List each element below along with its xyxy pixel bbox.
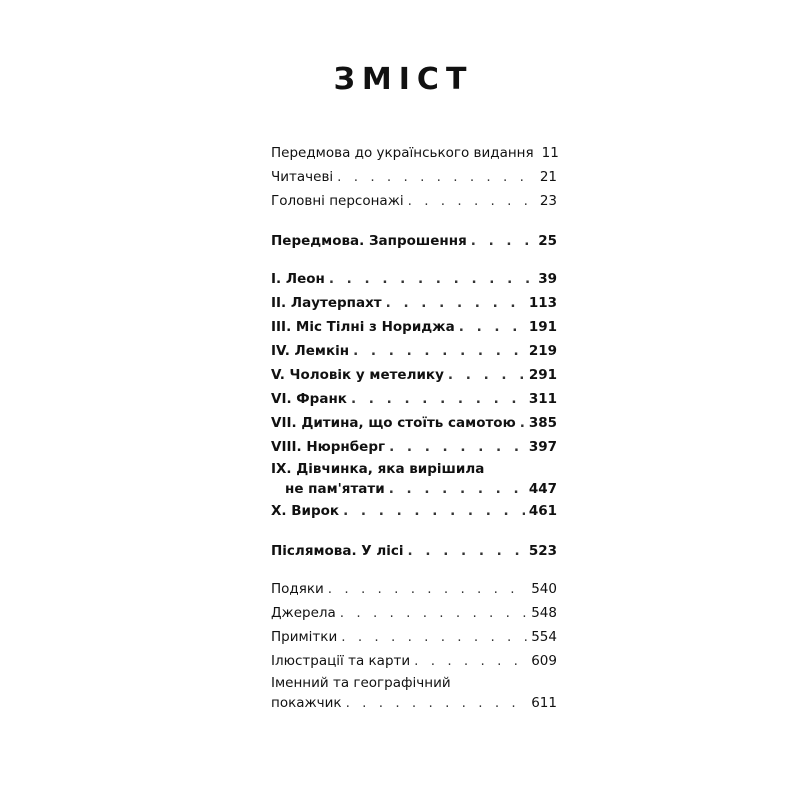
- entry-label-continued: покажчик: [271, 695, 342, 711]
- entry-page: 23: [539, 193, 557, 209]
- entry-label: Головні персонажі: [271, 193, 404, 209]
- leader-dots: [351, 387, 525, 411]
- entry-page: 21: [539, 169, 557, 185]
- leader-dots: [389, 435, 525, 459]
- toc-chapter[interactable]: [271, 315, 557, 339]
- entry-label: Іменний та географічний: [271, 675, 451, 691]
- leader-dots: [471, 229, 534, 253]
- entry-page: 113: [528, 295, 557, 311]
- leader-dots: [386, 291, 525, 315]
- entry-page: 447: [528, 481, 557, 497]
- entry-page: 548: [531, 605, 557, 621]
- toc-chapter[interactable]: [271, 499, 557, 523]
- leader-dots: [448, 363, 525, 387]
- toc-entry[interactable]: [271, 625, 557, 649]
- entry-page: 397: [528, 439, 557, 455]
- leader-dots: [414, 649, 527, 673]
- entry-label-continued: не пам'ятати: [285, 481, 385, 497]
- toc-chapter[interactable]: [271, 387, 557, 411]
- toc-entry-epilogue[interactable]: [271, 539, 557, 563]
- leader-dots: [346, 693, 528, 713]
- entry-label: Примітки: [271, 629, 338, 645]
- entry-label: Передмова до українського видання: [271, 145, 534, 161]
- entry-page: 39: [538, 271, 557, 287]
- leader-dots: [408, 189, 536, 213]
- leader-dots: [328, 577, 527, 601]
- entry-page: 523: [528, 543, 557, 559]
- toc-chapter[interactable]: [271, 411, 557, 435]
- entry-page: 540: [531, 581, 557, 597]
- leader-dots: [389, 479, 525, 499]
- toc-entry-index[interactable]: [271, 673, 557, 713]
- entry-label: Подяки: [271, 581, 324, 597]
- toc-chapter[interactable]: [271, 459, 557, 499]
- toc-entry[interactable]: [271, 165, 557, 189]
- entry-page: 554: [531, 629, 557, 645]
- leader-dots: [340, 601, 527, 625]
- entry-page: 25: [538, 233, 557, 249]
- entry-label: VI. Франк: [271, 391, 347, 407]
- leader-dots: [341, 625, 527, 649]
- entry-label: VIII. Нюрнберг: [271, 439, 386, 455]
- toc-entry-prologue[interactable]: [271, 229, 557, 253]
- leader-dots: [329, 267, 534, 291]
- entry-page: 461: [528, 503, 557, 519]
- entry-page: 611: [531, 695, 557, 711]
- toc-entry[interactable]: [271, 601, 557, 625]
- table-of-contents: [271, 141, 557, 713]
- toc-chapter[interactable]: [271, 267, 557, 291]
- entry-label: II. Лаутерпахт: [271, 295, 382, 311]
- entry-label: VII. Дитина, що стоїть самотою: [271, 415, 516, 431]
- toc-entry[interactable]: [271, 189, 557, 213]
- toc-chapter[interactable]: [271, 339, 557, 363]
- entry-page: 385: [528, 415, 557, 431]
- leader-dots: [408, 539, 525, 563]
- entry-label: IV. Лемкін: [271, 343, 350, 359]
- entry-label: I. Леон: [271, 271, 325, 287]
- toc-chapter[interactable]: [271, 435, 557, 459]
- entry-page: 191: [528, 319, 557, 335]
- leader-dots: [459, 315, 525, 339]
- entry-page: 219: [528, 343, 557, 359]
- entry-page: 11: [541, 145, 559, 161]
- toc-entry[interactable]: [271, 141, 557, 165]
- entry-page: 291: [528, 367, 557, 383]
- toc-entry[interactable]: [271, 649, 557, 673]
- page-title: ЗМІСТ: [333, 62, 474, 97]
- entry-label: IX. Дівчинка, яка вирішила: [271, 461, 485, 477]
- leader-dots: [520, 411, 525, 435]
- entry-page: 311: [528, 391, 557, 407]
- leader-dots: [343, 499, 525, 523]
- entry-label: Джерела: [271, 605, 336, 621]
- leader-dots: [353, 339, 525, 363]
- entry-page: 609: [531, 653, 557, 669]
- entry-label: X. Вирок: [271, 503, 340, 519]
- entry-label: Післямова. У лісі: [271, 543, 404, 559]
- toc-entry[interactable]: [271, 577, 557, 601]
- entry-label: Ілюстрації та карти: [271, 653, 411, 669]
- entry-label: Передмова. Запрошення: [271, 233, 467, 249]
- toc-chapter[interactable]: [271, 291, 557, 315]
- leader-dots: [337, 165, 536, 189]
- entry-label: Читачеві: [271, 169, 334, 185]
- entry-label: V. Чоловік у метелику: [271, 367, 444, 383]
- toc-chapter[interactable]: [271, 363, 557, 387]
- entry-label: III. Міс Тілні з Нориджа: [271, 319, 455, 335]
